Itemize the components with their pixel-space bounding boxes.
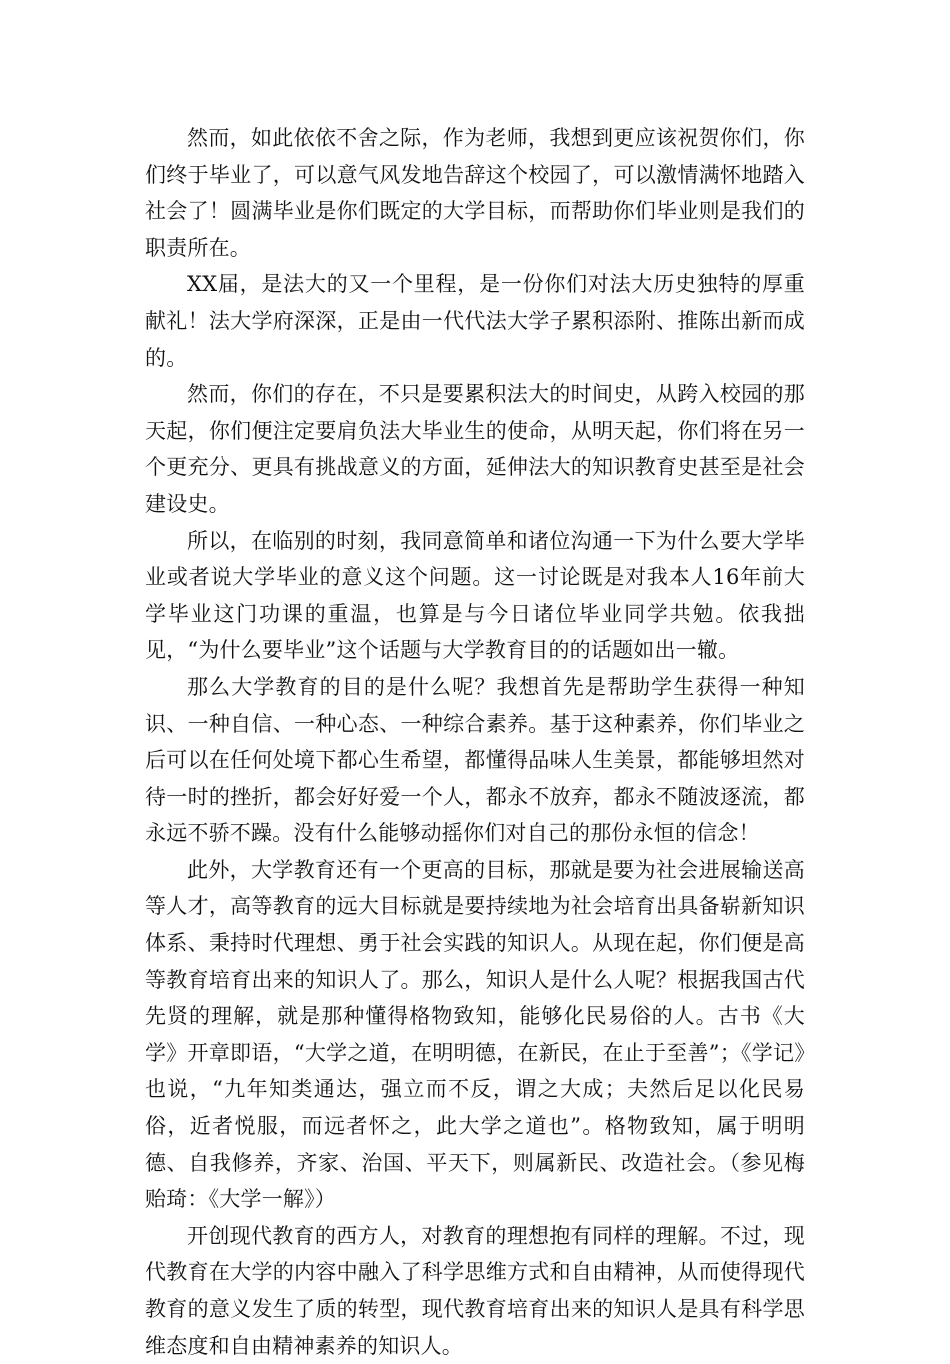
- paragraph-2: XX届，是法大的又一个里程，是一份你们对法大历史独特的厚重献礼！法大学府深深，正是由一代代法大学子累积添附、推陈出新而成的。: [145, 272, 805, 370]
- paragraph-5: 那么大学教育的目的是什么呢？我想首先是帮助学生获得一种知识、一种自信、一种心态、一种综合素养。基于这种素养，你们毕业之后可以在任何处境下都心生希望，都懂得品味人生美景，都能够坦然对待一时的挫折，都会好好爱一个人，都永不放弃，都永不随波逐流，都永远不骄不躁。没有什么能够动摇你们对自己的那份永恒的信念！: [145, 674, 805, 846]
- paragraph-7: 开创现代教育的西方人，对教育的理想抱有同样的理解。不过，现代教育在大学的内容中融入了科学思维方式和自由精神，从而使得现代教育的意义发生了质的转型，现代教育培育出来的知识人是具有科学思维态度和自由精神素养的知识人。: [145, 1223, 805, 1358]
- paragraph-3: 然而，你们的存在，不只是要累积法大的时间史，从跨入校园的那天起，你们便注定要肩负法大毕业生的使命，从明天起，你们将在另一个更充分、更具有挑战意义的方面，延伸法大的知识教育史甚至是社会建设史。: [145, 382, 805, 516]
- paragraph-4: 所以，在临别的时刻，我同意简单和诸位沟通一下为什么要大学毕业或者说大学毕业的意义这个问题。这一讨论既是对我本人16年前大学毕业这门功课的重温，也算是与今日诸位毕业同学共勉。依我拙见，“为什么要毕业”这个话题与大学教育目的的话题如出一辙。: [145, 528, 805, 663]
- document-body: [145, 120, 805, 1364]
- paragraph-6: 此外，大学教育还有一个更高的目标，那就是要为社会进展输送高等人才，高等教育的远大目标就是要持续地为社会培育出具备崭新知识体系、秉持时代理想、勇于社会实践的知识人。从现在起，你们便是高等教育培育出来的知识人了。那么，知识人是什么人呢？根据我国古代先贤的理解，就是那种懂得格物致知，能够化民易俗的人。古书《大学》开章即语，“大学之道，在明明德，在新民，在止于至善”；《学记》也说，“九年知类通达，强立而不反，谓之大成；夫然后足以化民易俗，近者悦服，而远者怀之，此大学之道也”。格物致知，属于明明德、自我修养，齐家、治国、平天下，则属新民、改造社会。（参见梅贻琦：《大学一解》）: [145, 857, 805, 1212]
- paragraph-1: 然而，如此依依不舍之际，作为老师，我想到更应该祝贺你们，你们终于毕业了，可以意气风发地告辞这个校园了，可以激情满怀地踏入社会了！圆满毕业是你们既定的大学目标，而帮助你们毕业则是我们的职责所在。: [145, 126, 805, 260]
